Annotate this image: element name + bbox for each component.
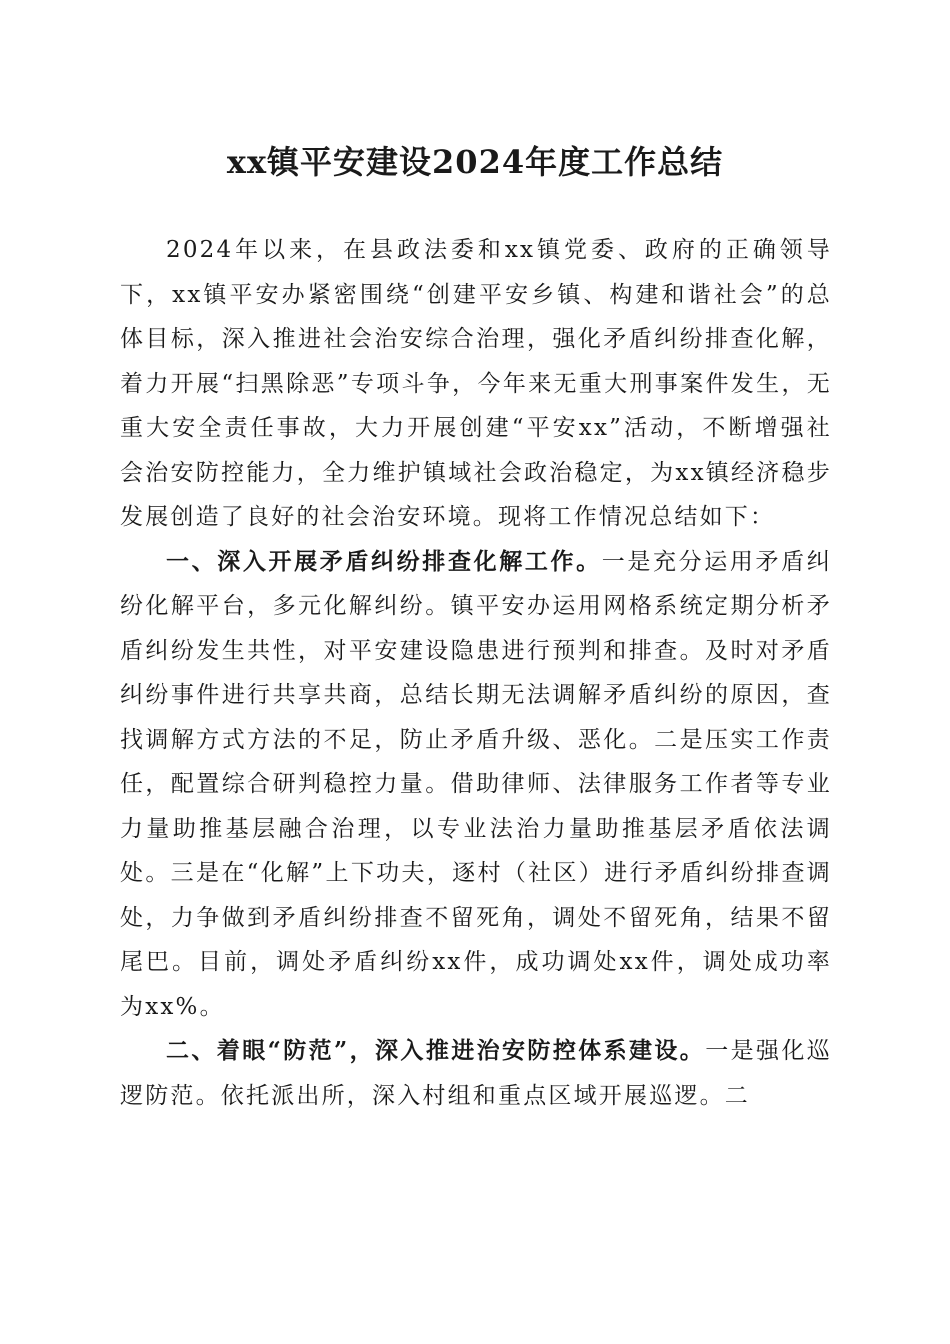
intro-paragraph: 2024年以来，在县政法委和xx镇党委、政府的正确领导下，xx镇平安办紧密围绕“创建平安乡镇、构建和谐社会”的总体目标，深入推进社会治安综合治理，强化矛盾纠纷排查化解，着力开展“扫黑除恶”专项斗争，今年来无重大刑事案件发生，无重大安全责任事故，大力开展创建“平安xx”活动，不断增强社会治安防控能力，全力维护镇域社会政治稳定，为xx镇经济稳步发展创造了良好的社会治安环境。现将工作情况总结如下： [120, 237, 832, 530]
section-1-paragraph [120, 540, 832, 1030]
section-1-heading: 一、深入开展矛盾纠纷排查化解工作。 [166, 547, 602, 575]
section-2-heading: 二、着眼“防范”，深入推进治安防控体系建设。 [166, 1037, 706, 1064]
document-body [120, 228, 832, 1118]
section-1-text: 一是充分运用矛盾纠纷化解平台，多元化解纠纷。镇平安办运用网格系统定期分析矛盾纠纷发生共性，对平安建设隐患进行预判和排查。及时对矛盾纠纷事件进行共享共商，总结长期无法调解矛盾纠纷的原因，查找调解方式方法的不足，防止矛盾升级、恶化。二是压实工作责任，配置综合研判稳控力量。借助律师、法律服务工作者等专业力量助推基层融合治理，以专业法治力量助推基层矛盾依法调处。三是在“化解”上下功夫，逐村（社区）进行矛盾纠纷排查调处，力争做到矛盾纠纷排查不留死角，调处不留死角，结果不留尾巴。目前，调处矛盾纠纷xx件，成功调处xx件，调处成功率为xx%。 [120, 548, 832, 1020]
section-2-paragraph [120, 1029, 832, 1118]
section-2-text: 一是强化巡逻防范。依托派出所，深入村组和重点区域开展巡逻。二 [120, 1038, 833, 1109]
document-title: xx镇平安建设2024年度工作总结 [226, 143, 724, 181]
